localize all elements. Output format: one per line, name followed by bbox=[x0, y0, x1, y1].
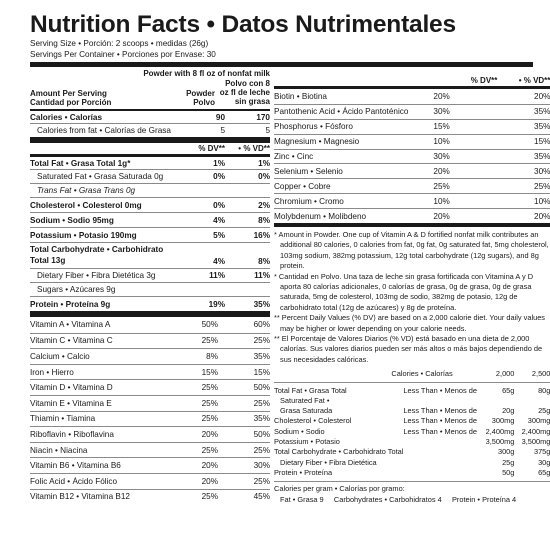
amount-per-serving-label bbox=[30, 79, 170, 107]
dv-table-cell: Calories • Calorías bbox=[391, 369, 453, 379]
vitamin-row bbox=[30, 426, 270, 442]
dv-table-cell: Dietary Fiber • Fibra Dietética bbox=[280, 457, 377, 467]
vitamin-row bbox=[30, 333, 270, 349]
nutrient-row bbox=[30, 268, 270, 282]
calories-from-fat-milk: 5 bbox=[265, 126, 270, 135]
nutrient-row bbox=[30, 183, 270, 197]
powder-with-milk-header: Powder with 8 fl oz of nonfat milk bbox=[143, 69, 270, 78]
nutrient-powder: 0% bbox=[213, 200, 225, 210]
dv-table-cell: Less Than • Menos de bbox=[403, 385, 477, 395]
servings-per-container: Servings Per Container • Porciones por Envase: 30 bbox=[30, 50, 216, 59]
nutrient-row bbox=[30, 282, 270, 296]
mineral-dv: 10% bbox=[433, 137, 450, 147]
vitamin-label: Vitamin C • Vitamina C bbox=[30, 336, 113, 346]
vitamin-milk: 60% bbox=[253, 320, 270, 330]
calories-row bbox=[30, 109, 270, 123]
dv-table-cell bbox=[514, 396, 550, 406]
mineral-label: Zinc • Cinc bbox=[274, 152, 314, 161]
mineral-label: Selenium • Selenio bbox=[274, 166, 343, 176]
nutrient-label: Sugars • Azúcares 9g bbox=[37, 285, 116, 294]
mineral-label: Magnesium • Magnesio bbox=[274, 137, 360, 147]
dv-table-cell bbox=[403, 437, 471, 447]
vitamin-milk: 35% bbox=[253, 351, 270, 361]
mineral-vd: 35% bbox=[534, 122, 550, 132]
footnote-dv-en: ** Percent Daily Values (% DV) are based on a 2,000 calorie diet. Your daily values may be higher or lower depending on your calorie needs. bbox=[274, 313, 546, 333]
nutrient-label: Total Carbohydrate • Carbohidrato Total 13g bbox=[30, 245, 164, 265]
mineral-dv: 30% bbox=[433, 152, 450, 161]
dv-table-cell bbox=[274, 369, 391, 379]
footnote-powder-es: * Cantidad en Polvo. Una taza de leche sin grasa fortificada con Vitamina A y D aporta 80 calorías adicionales, 0 calorías de grasa, 0g de grasa, 0g de grasa saturada, 5mg de colesterol, 103mg de sodio, 382mg de potasio, 12g de carbohidrato total (12g de azúcares) y 8g de proteína. bbox=[274, 271, 534, 312]
vitamin-milk: 25% bbox=[253, 476, 270, 486]
right-dv-header-1: % DV** bbox=[470, 76, 498, 85]
dv-table-cell: 2,000 bbox=[495, 369, 515, 379]
vitamin-row bbox=[30, 457, 270, 473]
dv-table-cell: Less Than • Menos de bbox=[403, 416, 477, 426]
daily-values-rule bbox=[274, 382, 550, 383]
vitamin-powder: 25% bbox=[201, 398, 218, 408]
dv-table-cell bbox=[403, 396, 471, 406]
vitamin-label: Vitamin A • Vitamina A bbox=[30, 320, 111, 330]
dv-table-cell: 65g bbox=[502, 385, 515, 395]
mineral-row bbox=[274, 163, 550, 178]
vitamin-powder: 20% bbox=[201, 461, 218, 471]
nutrient-milk: 1% bbox=[258, 158, 270, 168]
mineral-row bbox=[274, 104, 550, 119]
nutrient-row bbox=[30, 212, 270, 227]
nutrient-label: Dietary Fiber • Fibra Dietética 3g bbox=[37, 271, 156, 280]
amount-header bbox=[30, 79, 270, 107]
dv-table-cell: Total Fat • Grasa Total bbox=[274, 385, 347, 395]
dv-table-cell bbox=[403, 458, 471, 468]
nutrient-row bbox=[30, 154, 270, 169]
powder-column-header: Powder Polvo bbox=[186, 89, 215, 107]
right-column bbox=[274, 67, 550, 505]
vitamin-row bbox=[30, 364, 270, 380]
vitamin-milk: 50% bbox=[253, 429, 270, 439]
calories-per-gram-title: Calories per gram • Calorías por gramo: bbox=[274, 484, 405, 494]
serving-size: Serving Size • Porción: 2 scoops • medidas (26g) bbox=[30, 39, 209, 48]
calories-per-gram-rule bbox=[274, 481, 550, 482]
daily-value-row bbox=[274, 406, 550, 416]
dv-table-cell: 300mg bbox=[491, 416, 515, 426]
vitamin-powder: 20% bbox=[201, 429, 218, 439]
vitamin-row bbox=[30, 348, 270, 364]
dv-table-cell: 50g bbox=[502, 467, 515, 477]
vitamin-row bbox=[30, 442, 270, 458]
mineral-vd: 35% bbox=[534, 152, 550, 161]
nutrient-milk: 11% bbox=[254, 271, 270, 280]
nutrient-label: Cholesterol • Colesterol 0mg bbox=[30, 200, 142, 210]
vitamin-powder: 25% bbox=[201, 336, 218, 346]
right-dv-header-2: • % VD** bbox=[518, 76, 550, 85]
amount-per-serving: Amount Per Serving bbox=[30, 89, 107, 98]
nutrient-label: Sodium • Sodio 95mg bbox=[30, 215, 114, 225]
mineral-label: Biotin • Biotina bbox=[274, 91, 327, 101]
nutrient-powder: 1% bbox=[213, 158, 225, 168]
calories-from-fat-row bbox=[30, 123, 270, 137]
calories-per-gram-values: Fat • Grasa 9 Carbohydrates • Carbohidratos 4 Protein • Proteína 4 bbox=[280, 494, 517, 504]
nutrient-row bbox=[30, 296, 270, 311]
vitamin-label: Folic Acid • Ácido Fólico bbox=[30, 476, 118, 486]
vitamin-powder: 15% bbox=[201, 367, 218, 377]
vitamin-milk: 35% bbox=[253, 414, 270, 424]
vitamin-powder: 25% bbox=[201, 445, 218, 455]
daily-value-row bbox=[274, 468, 550, 478]
vitamin-row bbox=[30, 317, 270, 333]
dv-table-cell: 25g bbox=[538, 406, 550, 416]
vitamin-label: Vitamin D • Vitamina D bbox=[30, 383, 113, 393]
daily-values-header bbox=[274, 369, 550, 379]
mineral-row bbox=[274, 178, 550, 193]
vitamin-powder: 20% bbox=[201, 476, 218, 486]
footnote-dv-es: ** El Porcentaje de Valores Diarios (% VD) está basado en una dieta de 2,000 calorías. Sus valores diarios pueden ser más altos o más bajos dependiendo de sus necesidades calóricas. bbox=[274, 334, 543, 364]
nutrient-milk: 8% bbox=[258, 257, 270, 266]
nutrient-milk: 2% bbox=[258, 200, 270, 210]
mineral-dv: 25% bbox=[433, 181, 450, 191]
dv-table-cell: Cholesterol • Colesterol bbox=[274, 416, 352, 426]
vitamin-label: Vitamin B12 • Vitamina B12 bbox=[30, 492, 130, 502]
dv-table-cell: Potassium • Potasio bbox=[274, 437, 340, 447]
vitamin-milk: 15% bbox=[253, 367, 270, 377]
nutrient-milk: 35% bbox=[253, 299, 270, 309]
nutrient-powder: 19% bbox=[208, 299, 225, 309]
daily-values-rows bbox=[274, 386, 550, 479]
mineral-dv: 20% bbox=[433, 91, 450, 101]
left-dv-header bbox=[30, 143, 270, 154]
nutrient-row bbox=[30, 197, 270, 212]
mineral-label: Phosphorus • Fósforo bbox=[274, 122, 353, 132]
nutrient-row bbox=[30, 169, 270, 183]
dv-table-cell bbox=[471, 396, 514, 406]
dv-table-cell: Total Carbohydrate • Carbohidrato Total bbox=[274, 447, 404, 457]
vitamin-milk: 25% bbox=[253, 336, 270, 346]
dv-table-cell: 300g bbox=[497, 447, 515, 457]
vitamin-milk: 30% bbox=[253, 461, 270, 471]
daily-values-table bbox=[274, 369, 550, 478]
dv-table-cell: 3,500mg bbox=[521, 437, 550, 447]
nutrient-powder: 5% bbox=[213, 230, 225, 240]
left-dv-header-2: • % VD** bbox=[238, 144, 270, 153]
nutrition-label bbox=[30, 11, 550, 543]
dv-table-cell bbox=[403, 468, 471, 478]
vitamin-label: Niacin • Niacina bbox=[30, 445, 88, 455]
nutrient-label: Saturated Fat • Grasa Saturada 0g bbox=[37, 172, 164, 181]
mineral-row bbox=[274, 119, 550, 134]
nutrient-powder: 4% bbox=[213, 257, 225, 266]
vitamin-label: Iron • Hierro bbox=[30, 367, 74, 377]
calories-from-fat-powder: 5 bbox=[220, 126, 225, 135]
dv-table-cell: Less Than • Menos de bbox=[403, 426, 477, 436]
vitamin-milk: 25% bbox=[253, 445, 270, 455]
dv-table-cell: 2,400mg bbox=[521, 426, 550, 436]
vitamin-powder: 25% bbox=[201, 383, 218, 393]
mineral-vd: 20% bbox=[534, 211, 550, 221]
vitamin-milk: 45% bbox=[253, 492, 270, 502]
mineral-vd: 25% bbox=[534, 181, 550, 191]
dv-table-cell: Protein • Proteína bbox=[274, 467, 333, 477]
mineral-vd: 30% bbox=[534, 166, 550, 176]
nutrient-label: Trans Fat • Grasa Trans 0g bbox=[37, 186, 136, 195]
cantidad-por-porcion: Cantidad por Porción bbox=[30, 98, 112, 107]
dv-table-cell: Less Than • Menos de bbox=[403, 406, 477, 416]
nutrient-label: Potassium • Potasio 190mg bbox=[30, 230, 137, 240]
mineral-row bbox=[274, 193, 550, 208]
mineral-dv: 20% bbox=[433, 211, 450, 221]
mineral-list bbox=[274, 89, 550, 223]
nutrient-label: Total Fat • Grasa Total 1g* bbox=[30, 158, 131, 168]
mineral-dv: 10% bbox=[433, 196, 450, 206]
vitamin-powder: 25% bbox=[201, 414, 218, 424]
vitamin-powder: 8% bbox=[206, 351, 218, 361]
mineral-row bbox=[274, 134, 550, 149]
calories-label: Calories • Calorías bbox=[30, 112, 103, 122]
mineral-row bbox=[274, 89, 550, 104]
nutrient-milk: 16% bbox=[253, 230, 270, 240]
mineral-label: Chromium • Cromo bbox=[274, 196, 344, 206]
daily-value-row bbox=[274, 458, 550, 468]
nutrient-row bbox=[30, 242, 270, 268]
vitamin-powder: 50% bbox=[201, 320, 218, 330]
nutrient-row bbox=[30, 227, 270, 242]
milk-column-header: Polvo con 8 oz fl de leche sin grasa bbox=[219, 79, 270, 106]
dv-table-cell: 65g bbox=[538, 467, 550, 477]
vitamin-row bbox=[30, 395, 270, 411]
dv-table-cell: 3,500mg bbox=[485, 437, 515, 447]
mineral-label: Molybdenum • Molibdeno bbox=[274, 211, 367, 221]
daily-value-row bbox=[274, 396, 550, 406]
mineral-row bbox=[274, 208, 550, 223]
daily-value-row bbox=[274, 437, 550, 447]
dv-table-cell: 80g bbox=[538, 385, 550, 395]
nutrient-milk: 8% bbox=[258, 215, 270, 225]
vitamin-list bbox=[30, 317, 270, 504]
footnote-powder-en: * Amount in Powder. One cup of Vitamin A & D fortified nonfat milk contributes an additional 80 calories, 0 calories from fat, 0g fat, 0g saturated fat, 5mg cholesterol, 103mg sodium, 382mg potassium, 12g total carbohydrate (12g sugars), and 8g protein. bbox=[274, 230, 549, 271]
dv-table-cell bbox=[403, 447, 471, 457]
vitamin-label: Riboflavin • Riboflavina bbox=[30, 429, 114, 439]
mineral-label: Pantothenic Acid • Ácido Pantoténico bbox=[274, 107, 409, 117]
nutrient-powder: 4% bbox=[213, 215, 225, 225]
dv-table-cell: 20g bbox=[502, 406, 515, 416]
mineral-rule bbox=[274, 223, 550, 227]
nutrient-label: Protein • Proteína 9g bbox=[30, 299, 111, 309]
vitamin-row bbox=[30, 489, 270, 505]
calories-powder: 90 bbox=[215, 112, 225, 122]
calories-milk: 170 bbox=[256, 112, 270, 122]
label-title: Nutrition Facts • Datos Nutrimentales bbox=[30, 11, 456, 38]
vitamin-milk: 50% bbox=[253, 383, 270, 393]
dv-table-cell: 30g bbox=[538, 457, 550, 467]
dv-table-cell: 2,400mg bbox=[485, 426, 515, 436]
footnotes bbox=[274, 230, 550, 365]
nutrient-milk: 0% bbox=[258, 172, 270, 181]
dv-table-cell: 2,500 bbox=[531, 369, 550, 379]
nutrient-powder: 0% bbox=[213, 172, 225, 181]
dv-table-cell: 25g bbox=[502, 457, 515, 467]
dv-table-cell: Grasa Saturada bbox=[280, 406, 333, 416]
dv-table-cell: 375g bbox=[533, 447, 550, 457]
mineral-dv: 30% bbox=[433, 107, 450, 117]
mineral-dv: 15% bbox=[433, 122, 450, 132]
daily-value-row bbox=[274, 386, 550, 396]
daily-value-row bbox=[274, 447, 550, 457]
vitamin-row bbox=[30, 411, 270, 427]
vitamin-milk: 25% bbox=[253, 398, 270, 408]
left-dv-header-1: % DV** bbox=[198, 144, 225, 153]
vitamin-powder: 25% bbox=[201, 492, 218, 502]
left-column bbox=[30, 67, 270, 504]
dv-table-cell: Sodium • Sodio bbox=[274, 426, 325, 436]
vitamin-label: Vitamin B6 • Vitamina B6 bbox=[30, 461, 121, 471]
mineral-dv: 20% bbox=[433, 166, 450, 176]
nutrient-powder: 11% bbox=[209, 271, 225, 280]
vitamin-row bbox=[30, 379, 270, 395]
vitamin-label: Vitamin E • Vitamina E bbox=[30, 398, 112, 408]
mineral-vd: 20% bbox=[534, 91, 550, 101]
calories-from-fat-label: Calories from fat • Calorías de Grasa bbox=[37, 126, 171, 135]
dv-table-cell: Saturated Fat • bbox=[280, 395, 330, 405]
mineral-vd: 10% bbox=[534, 196, 550, 206]
vitamin-label: Calcium • Calcio bbox=[30, 351, 90, 361]
daily-value-row bbox=[274, 416, 550, 426]
vitamin-row bbox=[30, 473, 270, 489]
daily-value-row bbox=[274, 427, 550, 437]
right-dv-header bbox=[274, 75, 550, 86]
vitamin-label: Thiamin • Tiamina bbox=[30, 414, 96, 424]
mineral-label: Copper • Cobre bbox=[274, 181, 331, 191]
mineral-vd: 15% bbox=[534, 137, 550, 147]
mineral-row bbox=[274, 149, 550, 164]
dv-table-cell: 300mg bbox=[527, 416, 550, 426]
mineral-vd: 35% bbox=[534, 107, 550, 117]
